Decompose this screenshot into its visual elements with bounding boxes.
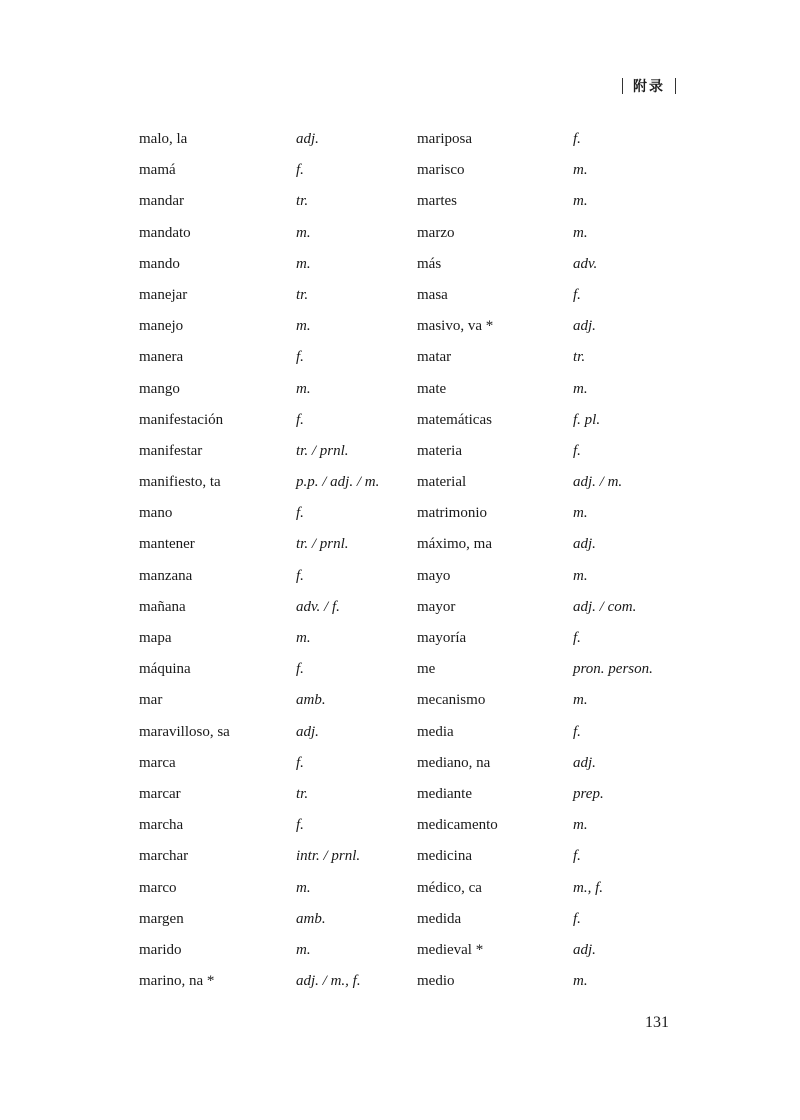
entry-word: masa [417,286,448,303]
vocab-row [0,222,800,253]
entry-part-of-speech: m. [573,193,588,210]
entry-part-of-speech: f. [296,661,304,678]
entry-word: mediante [417,785,472,802]
entry-word: mañana [139,598,186,615]
entry-part-of-speech: m. [296,380,311,397]
entry-word: marino, na * [139,973,215,990]
entry-word: malo, la [139,131,188,147]
vocab-row [0,253,800,284]
entry-word: mantener [139,536,195,553]
entry-word: materia [417,442,462,459]
entry-part-of-speech: f. [573,630,581,646]
entry-word: manejo [139,318,184,335]
entry-part-of-speech: m. [573,817,588,834]
entry-word: mano [139,505,173,522]
entry-word: marchar [139,848,189,865]
entry-word: masivo, va * [417,318,494,335]
entry-word: mando [139,255,180,272]
entry-part-of-speech: f. [573,910,581,927]
entry-part-of-speech: pron. person. [573,661,653,678]
entry-word: manera [139,349,184,366]
entry-word: mediano, na [417,754,491,771]
entry-part-of-speech: adj. / com. [573,598,637,615]
entry-part-of-speech: adj. [573,318,596,335]
entry-word: maravilloso, sa [139,723,230,740]
entry-part-of-speech: amb. [296,910,326,927]
entry-word: manifiesto, ta [139,474,221,491]
header-divider-right [675,78,676,94]
entry-part-of-speech: f. [573,848,581,865]
entry-part-of-speech: adj. [296,131,319,147]
entry-part-of-speech: f. [573,442,581,459]
entry-part-of-speech: adj. / m., f. [296,973,361,990]
entry-word: marcha [139,817,184,834]
entry-part-of-speech: m. [573,380,588,397]
entry-part-of-speech: m. [296,224,311,241]
entry-part-of-speech: tr. [296,785,309,802]
vocab-row [0,159,800,190]
entry-part-of-speech: f. pl. [573,411,601,428]
entry-word: mango [139,380,180,397]
entry-part-of-speech: amb. [296,692,326,709]
entry-word: médico, ca [417,879,482,896]
entry-part-of-speech: adj. [573,941,596,958]
entry-part-of-speech: intr. / prnl. [296,848,361,865]
entry-word: manifestación [139,411,224,428]
vocab-row [0,783,800,814]
vocab-row [0,908,800,939]
entry-word: marisco [417,162,465,179]
entry-word: marca [139,754,176,771]
entry-part-of-speech: f. [296,817,304,834]
vocab-row [0,284,800,315]
entry-word: medicina [417,848,472,865]
vocab-row [0,128,800,159]
entry-part-of-speech: m. [296,255,311,272]
entry-part-of-speech: adj. [573,754,596,771]
entry-word: manejar [139,286,188,303]
entry-part-of-speech: m. [573,973,588,990]
entry-part-of-speech: p.p. / adj. / m. [296,474,380,491]
entry-part-of-speech: f. [296,349,304,366]
entry-part-of-speech: f. [296,162,304,179]
vocab-row [0,190,800,221]
vocab-row [0,752,800,783]
entry-word: marco [139,879,177,896]
vocab-row [0,627,800,658]
entry-word: media [417,723,454,740]
entry-part-of-speech: tr. / prnl. [296,442,349,459]
entry-part-of-speech: prep. [573,785,604,802]
entry-part-of-speech: f. [573,131,581,147]
vocab-row [0,970,800,1001]
header-title: 附录 [633,79,665,95]
entry-word: marcar [139,785,181,802]
entry-word: máquina [139,661,191,678]
entry-word: máximo, ma [417,536,492,553]
entry-word: manifestar [139,442,203,459]
vocab-row [0,533,800,564]
entry-word: mecanismo [417,692,486,709]
header-divider-left [622,78,623,94]
entry-part-of-speech: m. [573,505,588,522]
page-number: 131 [645,1014,669,1031]
entry-part-of-speech: tr. [296,193,309,210]
entry-word: matar [417,349,452,366]
entry-part-of-speech: tr. [573,349,586,366]
entry-word: me [417,661,436,678]
entry-word: mayor [417,598,456,615]
entry-part-of-speech: f. [296,505,304,522]
vocab-row [0,502,800,533]
entry-word: mariposa [417,131,472,147]
entry-word: mate [417,380,447,397]
entry-part-of-speech: m. [296,630,311,646]
vocab-row [0,658,800,689]
vocab-row [0,378,800,409]
entry-word: marido [139,941,182,958]
entry-part-of-speech: m., f. [573,879,603,896]
entry-part-of-speech: m. [573,692,588,709]
entry-part-of-speech: f. [573,723,581,740]
entry-word: matrimonio [417,505,487,522]
entry-word: mar [139,692,163,709]
entry-word: martes [417,193,457,210]
entry-part-of-speech: adj. / m. [573,474,623,491]
entry-word: medicamento [417,817,498,834]
vocab-row [0,877,800,908]
entry-part-of-speech: f. [296,754,304,771]
vocab-row [0,315,800,346]
entry-part-of-speech: m. [296,941,311,958]
entry-word: material [417,474,467,491]
vocab-row [0,409,800,440]
entry-word: medio [417,973,455,990]
vocab-row [0,596,800,627]
vocab-row [0,814,800,845]
entry-word: mamá [139,162,176,179]
vocab-row [0,565,800,596]
vocab-row [0,689,800,720]
entry-part-of-speech: f. [296,411,304,428]
vocab-row [0,440,800,471]
entry-word: margen [139,910,184,927]
entry-part-of-speech: adv. / f. [296,598,340,615]
entry-word: manzana [139,567,193,584]
vocab-row [0,845,800,876]
running-header [612,76,686,96]
entry-part-of-speech: m. [573,567,588,584]
vocab-row [0,346,800,377]
entry-word: mandar [139,193,184,210]
vocab-row [0,939,800,970]
entry-word: medida [417,910,462,927]
vocab-row [0,721,800,752]
entry-part-of-speech: m. [573,224,588,241]
entry-part-of-speech: tr. [296,286,309,303]
entry-part-of-speech: m. [296,879,311,896]
entry-word: matemáticas [417,411,492,428]
entry-part-of-speech: f. [296,567,304,584]
entry-word: más [417,255,442,272]
entry-part-of-speech: m. [573,162,588,179]
vocabulary-list [0,128,800,1001]
entry-part-of-speech: adj. [573,536,596,553]
vocab-row [0,471,800,502]
entry-part-of-speech: f. [573,286,581,303]
entry-word: mayo [417,567,451,584]
entry-word: mandato [139,224,191,241]
entry-word: marzo [417,224,455,241]
entry-part-of-speech: tr. / prnl. [296,536,349,553]
entry-word: mapa [139,630,172,646]
entry-word: mayoría [417,630,467,646]
entry-part-of-speech: m. [296,318,311,335]
entry-part-of-speech: adv. [573,255,598,272]
entry-part-of-speech: adj. [296,723,319,740]
entry-word: medieval * [417,941,484,958]
